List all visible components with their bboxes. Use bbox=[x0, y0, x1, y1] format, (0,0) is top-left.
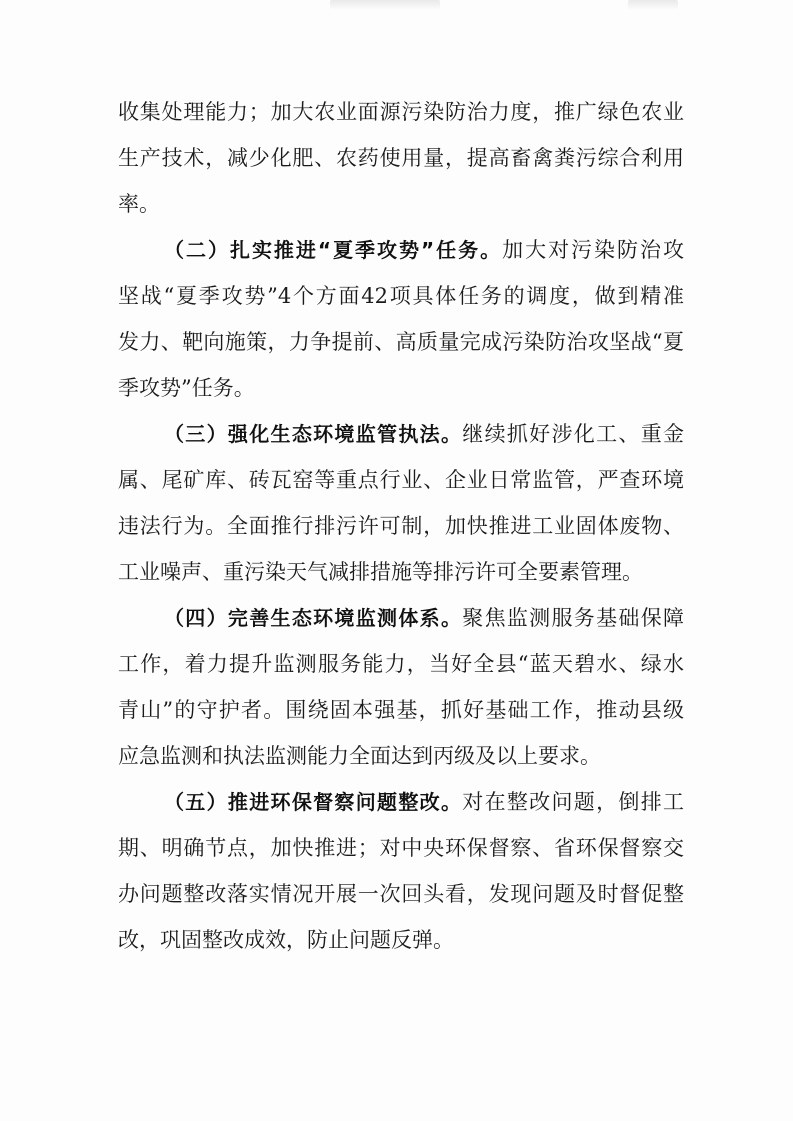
paragraph-text: 加大对污染防治攻 bbox=[502, 238, 685, 262]
section-heading: （二）扎实推进“夏季攻势”任务。 bbox=[164, 238, 503, 262]
text-line: 期、明确节点，加快推进；对中央环保督察、省环保督察交 bbox=[118, 836, 684, 860]
text-line: 发力、靶向施策，力争提前、高质量完成污染防治攻坚战“夏 bbox=[118, 330, 684, 354]
text-line: 工作，着力提升监测服务能力，当好全县“蓝天碧水、绿水 bbox=[118, 652, 684, 676]
text-line: 季攻势”任务。 bbox=[118, 376, 255, 400]
text-line: 办问题整改落实情况开展一次回头看，发现问题及时督促整 bbox=[118, 882, 684, 906]
text-line: 违法行为。全面推行排污许可制，加快推进工业固体废物、 bbox=[118, 514, 684, 538]
text-line: 应急监测和执法监测能力全面达到丙级及以上要求。 bbox=[118, 744, 601, 768]
paragraph-first-line bbox=[164, 420, 684, 448]
paragraph-first-line bbox=[164, 604, 684, 632]
text-line: 坚战“夏季攻势”4个方面42项具体任务的调度，做到精准 bbox=[118, 284, 684, 308]
text-line: 属、尾矿库、砖瓦窑等重点行业、企业日常监管，严查环境 bbox=[118, 468, 684, 492]
paragraph-first-line bbox=[164, 236, 684, 264]
text-line: 率。 bbox=[118, 192, 160, 216]
text-line: 改，巩固整改成效，防止问题反弹。 bbox=[118, 928, 454, 952]
section-heading: （五）推进环保督察问题整改。 bbox=[164, 790, 463, 814]
text-line: 生产技术，减少化肥、农药使用量，提高畜禽粪污综合利用 bbox=[118, 146, 684, 170]
text-line: 青山”的守护者。围绕固本强基，抓好基础工作，推动县级 bbox=[118, 698, 684, 722]
text-line: 收集处理能力；加大农业面源污染防治力度，推广绿色农业 bbox=[118, 100, 684, 124]
paragraph-text: 继续抓好涉化工、重金 bbox=[462, 422, 685, 446]
scan-shadow-top-right bbox=[628, 0, 678, 10]
section-heading: （三）强化生态环境监管执法。 bbox=[164, 422, 463, 446]
paragraph-first-line bbox=[164, 788, 684, 816]
section-heading: （四）完善生态环境监测体系。 bbox=[164, 606, 463, 630]
paragraph-text: 聚焦监测服务基础保障 bbox=[462, 606, 685, 630]
scan-shadow-top bbox=[330, 0, 440, 10]
paragraph-text: 对在整改问题，倒排工 bbox=[462, 790, 685, 814]
text-line: 工业噪声、重污染天气减排措施等排污许可全要素管理。 bbox=[118, 560, 643, 584]
